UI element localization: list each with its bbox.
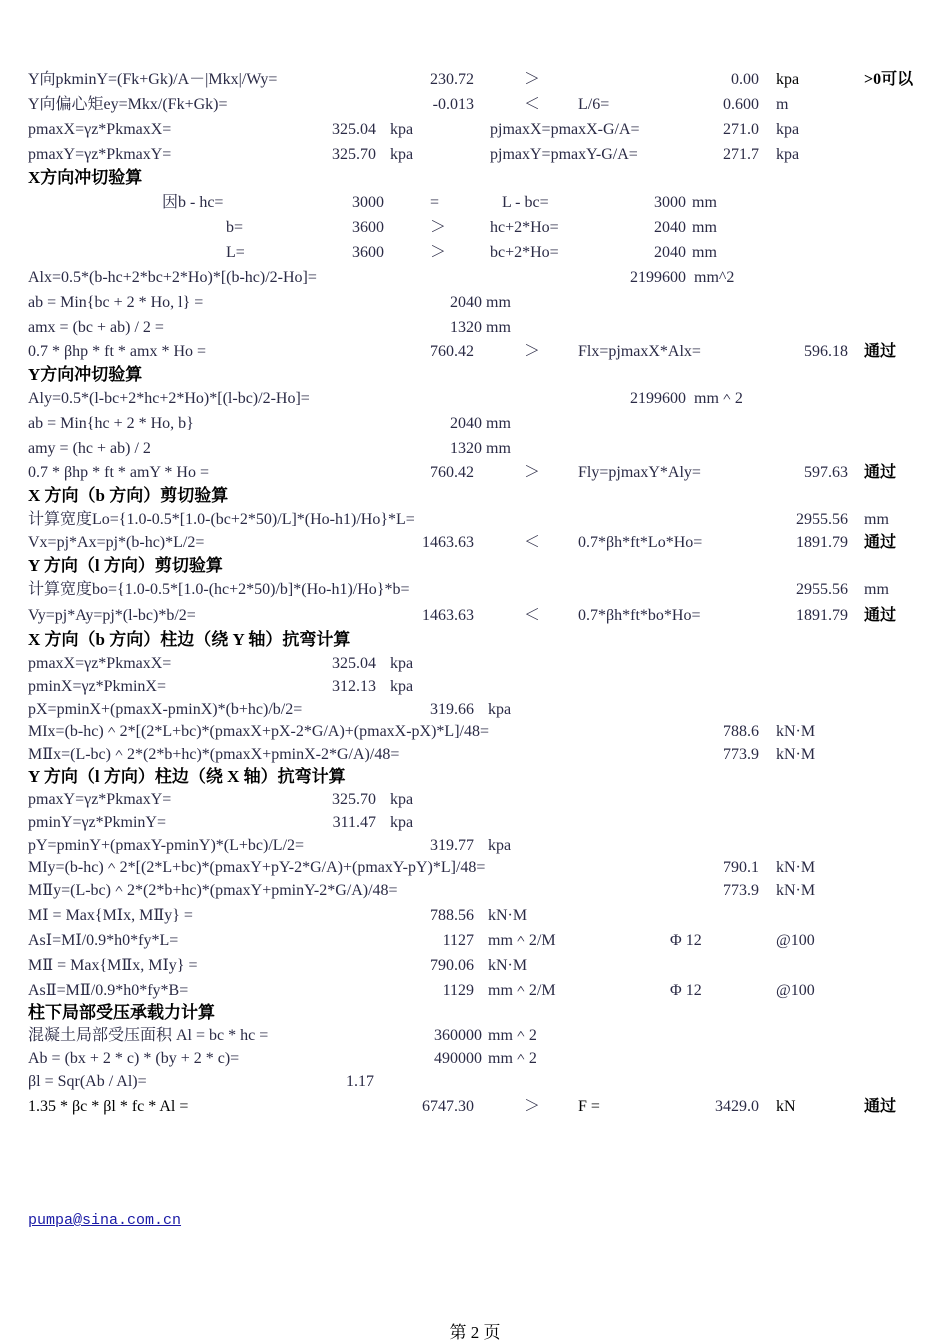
unit: kpa bbox=[488, 701, 512, 718]
unit: mm＾2/M bbox=[488, 932, 556, 949]
formula-label: 0.7 * βhp * ft * amx * Ho = bbox=[28, 343, 207, 360]
table-row bbox=[0, 835, 950, 859]
comparator: ＞ bbox=[430, 219, 447, 236]
table-row bbox=[0, 94, 950, 118]
value: 1891.79 bbox=[796, 534, 848, 551]
email-link[interactable]: pumpa@sina.com.cn bbox=[28, 1212, 182, 1229]
formula-label: pjmaxX=pmaxX-G/A= bbox=[490, 121, 640, 138]
formula-label: AsⅠ=MⅠ/0.9*h0*fy*L= bbox=[28, 932, 179, 949]
table-row bbox=[0, 509, 950, 533]
formula-label: 0.7*βh*ft*Lo*Ho= bbox=[578, 534, 703, 551]
page-footer: 第 2 页 bbox=[449, 1323, 501, 1342]
value: 325.70 bbox=[332, 791, 376, 808]
formula-label: MIx=(b-hc)＾2*[(2*L+bc)*(pmaxX+pX-2*G/A)+(pmaxX-pX)*L]/48= bbox=[28, 723, 490, 740]
table-row bbox=[0, 532, 950, 556]
unit: kpa bbox=[390, 655, 414, 672]
table-row bbox=[0, 462, 950, 486]
formula-label: amy = (hc + ab) / 2 bbox=[28, 440, 151, 457]
table-row bbox=[0, 292, 950, 316]
formula-label: F = bbox=[578, 1098, 600, 1115]
table-row bbox=[0, 857, 950, 881]
unit: kN·M bbox=[776, 882, 816, 899]
unit: kpa bbox=[390, 678, 414, 695]
table-row bbox=[0, 676, 950, 700]
section-heading: Y 方向（l 方向）柱边（绕 X 轴）抗弯计算 bbox=[28, 767, 346, 786]
comparator: ＞ bbox=[524, 464, 541, 481]
table-row bbox=[0, 192, 950, 216]
value: 325.70 bbox=[332, 146, 376, 163]
value: 2199600 bbox=[630, 269, 686, 286]
formula-label: 因b - hc= bbox=[162, 194, 224, 211]
unit: mm bbox=[486, 319, 511, 336]
formula-label: βl = Sqr(Ab / Al)= bbox=[28, 1073, 147, 1090]
unit: kN bbox=[776, 1098, 796, 1115]
pass-label: 通过 bbox=[864, 343, 897, 360]
pass-label: 通过 bbox=[864, 1098, 897, 1115]
comparator: ＞ bbox=[524, 343, 541, 360]
formula-label: pmaxY=γz*PkmaxY= bbox=[28, 146, 172, 163]
value: 271.0 bbox=[723, 121, 759, 138]
value: 597.63 bbox=[804, 464, 848, 481]
section-heading: Y 方向（l 方向）剪切验算 bbox=[28, 556, 223, 575]
section-heading: 柱下局部受压承载力计算 bbox=[28, 1003, 215, 1022]
formula-label: amx = (bc + ab) / 2 = bbox=[28, 319, 164, 336]
comparator: ＞ bbox=[524, 1098, 541, 1115]
unit: kN·M bbox=[488, 957, 528, 974]
formula-label: bc+2*Ho= bbox=[490, 244, 559, 261]
unit: kpa bbox=[390, 146, 414, 163]
section-heading: X 方向（b 方向）剪切验算 bbox=[28, 486, 229, 505]
formula-label: Y向偏心矩ey=Mkx/(Fk+Gk)= bbox=[28, 96, 228, 113]
formula-label: Ab = (bx + 2 * c) * (by + 2 * c)= bbox=[28, 1050, 240, 1067]
table-row bbox=[0, 1071, 950, 1095]
formula-label: hc+2*Ho= bbox=[490, 219, 559, 236]
formula-label: pjmaxY=pmaxY-G/A= bbox=[490, 146, 638, 163]
table-row bbox=[0, 438, 950, 462]
formula-label: Fly=pjmaxY*Aly= bbox=[578, 464, 701, 481]
unit: mm^2 bbox=[694, 269, 735, 286]
unit: kN·M bbox=[776, 746, 816, 763]
comparator: = bbox=[430, 194, 440, 211]
value: 319.77 bbox=[430, 837, 474, 854]
table-row bbox=[0, 119, 950, 143]
formula-label: pX=pminX+(pmaxX-pminX)*(b+hc)/b/2= bbox=[28, 701, 303, 718]
unit: kpa bbox=[390, 791, 414, 808]
formula-label: pY=pminY+(pmaxY-pminY)*(L+bc)/L/2= bbox=[28, 837, 305, 854]
value: 0.00 bbox=[731, 71, 759, 88]
value: 319.66 bbox=[430, 701, 474, 718]
table-row bbox=[0, 744, 950, 768]
unit: mm bbox=[486, 440, 511, 457]
table-row bbox=[0, 388, 950, 412]
rebar-spacing: @100 bbox=[776, 982, 815, 999]
formula-label: pmaxY=γz*PkmaxY= bbox=[28, 791, 172, 808]
value: 788.56 bbox=[430, 907, 474, 924]
value: 2040 bbox=[450, 294, 482, 311]
formula-label: MIy=(b-hc)＾2*[(2*L+bc)*(pmaxY+pY-2*G/A)+(pmaxY-pY)*L]/48= bbox=[28, 859, 486, 876]
formula-label: MⅠ = Max{MⅠx, MⅡy} = bbox=[28, 907, 193, 924]
unit: mm bbox=[486, 294, 511, 311]
formula-label: pmaxX=γz*PkmaxX= bbox=[28, 121, 172, 138]
value: 325.04 bbox=[332, 655, 376, 672]
formula-label: Flx=pjmaxX*Alx= bbox=[578, 343, 701, 360]
formula-label: pmaxX=γz*PkmaxX= bbox=[28, 655, 172, 672]
value: 1129 bbox=[442, 982, 474, 999]
formula-label: Vy=pj*Ay=pj*(l-bc)*b/2= bbox=[28, 607, 196, 624]
formula-label: AsⅡ=MⅡ/0.9*h0*fy*B= bbox=[28, 982, 189, 999]
pass-label: 通过 bbox=[864, 464, 897, 481]
value: 1127 bbox=[442, 932, 474, 949]
rebar-diameter: Φ 12 bbox=[670, 982, 702, 999]
table-row bbox=[0, 1025, 950, 1049]
table-row bbox=[0, 1002, 950, 1026]
table-row bbox=[0, 1048, 950, 1072]
unit: mm bbox=[692, 219, 717, 236]
value: 2040 bbox=[450, 415, 482, 432]
result-label: >0可以 bbox=[864, 71, 914, 88]
value: 312.13 bbox=[332, 678, 376, 695]
value: 2040 bbox=[654, 219, 686, 236]
table-row bbox=[0, 880, 950, 904]
comparator: ＞ bbox=[430, 244, 447, 261]
value: 2199600 bbox=[630, 390, 686, 407]
value: 3600 bbox=[352, 219, 384, 236]
section-heading: Y方向冲切验算 bbox=[28, 365, 143, 384]
value: 1320 bbox=[450, 319, 482, 336]
formula-label: 0.7 * βhp * ft * amY * Ho = bbox=[28, 464, 209, 481]
table-row bbox=[0, 341, 950, 365]
value: 6747.30 bbox=[422, 1098, 474, 1115]
value: 1891.79 bbox=[796, 607, 848, 624]
table-row bbox=[0, 629, 950, 653]
unit: kpa bbox=[390, 814, 414, 831]
value: 490000 bbox=[434, 1050, 482, 1067]
comparator: ＜ bbox=[524, 607, 541, 624]
formula-label: L - bc= bbox=[502, 194, 549, 211]
table-row bbox=[0, 485, 950, 509]
formula-label: ab = Min{hc + 2 * Ho, b} bbox=[28, 415, 194, 432]
value: 3429.0 bbox=[715, 1098, 759, 1115]
table-row bbox=[0, 812, 950, 836]
unit: kpa bbox=[776, 146, 800, 163]
formula-label: 计算宽度Lo={1.0-0.5*[1.0-(bc+2*50)/L]*(Ho-h1)/Ho}*L= bbox=[28, 511, 415, 528]
formula-label: pminX=γz*PkminX= bbox=[28, 678, 167, 695]
value: 311.47 bbox=[332, 814, 376, 831]
value: 1320 bbox=[450, 440, 482, 457]
value: 773.9 bbox=[723, 746, 759, 763]
table-row bbox=[0, 267, 950, 291]
formula-label: Aly=0.5*(l-bc+2*hc+2*Ho)*[(l-bc)/2-Ho]= bbox=[28, 390, 310, 407]
value: 230.72 bbox=[430, 71, 474, 88]
unit: mm bbox=[692, 244, 717, 261]
unit: mm bbox=[864, 511, 889, 528]
value: 1463.63 bbox=[422, 534, 474, 551]
table-row bbox=[0, 766, 950, 790]
value: 3000 bbox=[654, 194, 686, 211]
unit: mm＾2 bbox=[694, 390, 743, 407]
value: 271.7 bbox=[723, 146, 759, 163]
unit: kpa bbox=[390, 121, 414, 138]
comparator: ＜ bbox=[524, 96, 541, 113]
formula-label: 混凝土局部受压面积 Al = bc * hc = bbox=[28, 1027, 269, 1044]
unit: mm bbox=[864, 581, 889, 598]
unit: kpa bbox=[488, 837, 512, 854]
formula-label: MⅡx=(L-bc)＾2*(2*b+hc)*(pmaxX+pminX-2*G/A)/48= bbox=[28, 746, 400, 763]
unit: kpa bbox=[776, 121, 800, 138]
table-row bbox=[0, 579, 950, 603]
table-row bbox=[0, 605, 950, 629]
pass-label: 通过 bbox=[864, 534, 897, 551]
pass-label: 通过 bbox=[864, 607, 897, 624]
value: 788.6 bbox=[723, 723, 759, 740]
formula-label: Vx=pj*Ax=pj*(b-hc)*L/2= bbox=[28, 534, 205, 551]
unit: kpa bbox=[776, 71, 800, 88]
table-row bbox=[0, 980, 950, 1004]
formula-label: MⅡ = Max{MⅡx, MⅠy} = bbox=[28, 957, 198, 974]
value: 325.04 bbox=[332, 121, 376, 138]
value: 2040 bbox=[654, 244, 686, 261]
table-row bbox=[0, 789, 950, 813]
section-heading: X方向冲切验算 bbox=[28, 168, 143, 187]
formula-label: 1.35 * βc * βl * fc * Al = bbox=[28, 1098, 189, 1115]
formula-label: L= bbox=[226, 244, 245, 261]
formula-label: Alx=0.5*(b-hc+2*bc+2*Ho)*[(b-hc)/2-Ho]= bbox=[28, 269, 317, 286]
value: 1.17 bbox=[346, 1073, 374, 1090]
unit: kN·M bbox=[776, 859, 816, 876]
formula-label: pminY=γz*PkminY= bbox=[28, 814, 167, 831]
table-row bbox=[0, 930, 950, 954]
value: 360000 bbox=[434, 1027, 482, 1044]
table-row bbox=[0, 653, 950, 677]
table-row bbox=[0, 242, 950, 266]
value: 790.1 bbox=[723, 859, 759, 876]
value: 1463.63 bbox=[422, 607, 474, 624]
value: 760.42 bbox=[430, 464, 474, 481]
value: 790.06 bbox=[430, 957, 474, 974]
formula-label: Y向pkminY=(Fk+Gk)/A－|Mkx|/Wy= bbox=[28, 71, 278, 88]
section-heading: X 方向（b 方向）柱边（绕 Y 轴）抗弯计算 bbox=[28, 630, 351, 649]
table-row bbox=[0, 69, 950, 93]
rebar-diameter: Φ 12 bbox=[670, 932, 702, 949]
value: 596.18 bbox=[804, 343, 848, 360]
value: 760.42 bbox=[430, 343, 474, 360]
formula-label: ab = Min{bc + 2 * Ho, l} = bbox=[28, 294, 204, 311]
formula-label: L/6= bbox=[578, 96, 610, 113]
table-row bbox=[0, 955, 950, 979]
table-row bbox=[0, 555, 950, 579]
comparator: ＞ bbox=[524, 71, 541, 88]
unit: mm bbox=[486, 415, 511, 432]
value: 773.9 bbox=[723, 882, 759, 899]
table-row bbox=[0, 699, 950, 723]
value: 2955.56 bbox=[796, 511, 848, 528]
table-row bbox=[0, 413, 950, 437]
value: 3600 bbox=[352, 244, 384, 261]
unit: m bbox=[776, 96, 789, 113]
formula-label: MⅡy=(L-bc)＾2*(2*b+hc)*(pmaxY+pminY-2*G/A)/48= bbox=[28, 882, 398, 899]
unit: mm＾2/M bbox=[488, 982, 556, 999]
comparator: ＜ bbox=[524, 534, 541, 551]
table-row bbox=[0, 317, 950, 341]
unit: mm bbox=[692, 194, 717, 211]
formula-label: 0.7*βh*ft*bo*Ho= bbox=[578, 607, 701, 624]
table-row bbox=[0, 167, 950, 191]
value: -0.013 bbox=[432, 96, 474, 113]
unit: kN·M bbox=[488, 907, 528, 924]
table-row bbox=[0, 364, 950, 388]
value: 0.600 bbox=[723, 96, 759, 113]
formula-label: 计算宽度bo={1.0-0.5*[1.0-(hc+2*50)/b]*(Ho-h1)/Ho}*b= bbox=[28, 581, 410, 598]
table-row bbox=[0, 144, 950, 168]
unit: mm＾2 bbox=[488, 1050, 537, 1067]
table-row bbox=[0, 721, 950, 745]
table-row bbox=[0, 905, 950, 929]
table-row bbox=[0, 1096, 950, 1120]
table-row bbox=[0, 217, 950, 241]
value: 3000 bbox=[352, 194, 384, 211]
unit: mm＾2 bbox=[488, 1027, 537, 1044]
unit: kN·M bbox=[776, 723, 816, 740]
rebar-spacing: @100 bbox=[776, 932, 815, 949]
value: 2955.56 bbox=[796, 581, 848, 598]
formula-label: b= bbox=[226, 219, 244, 236]
